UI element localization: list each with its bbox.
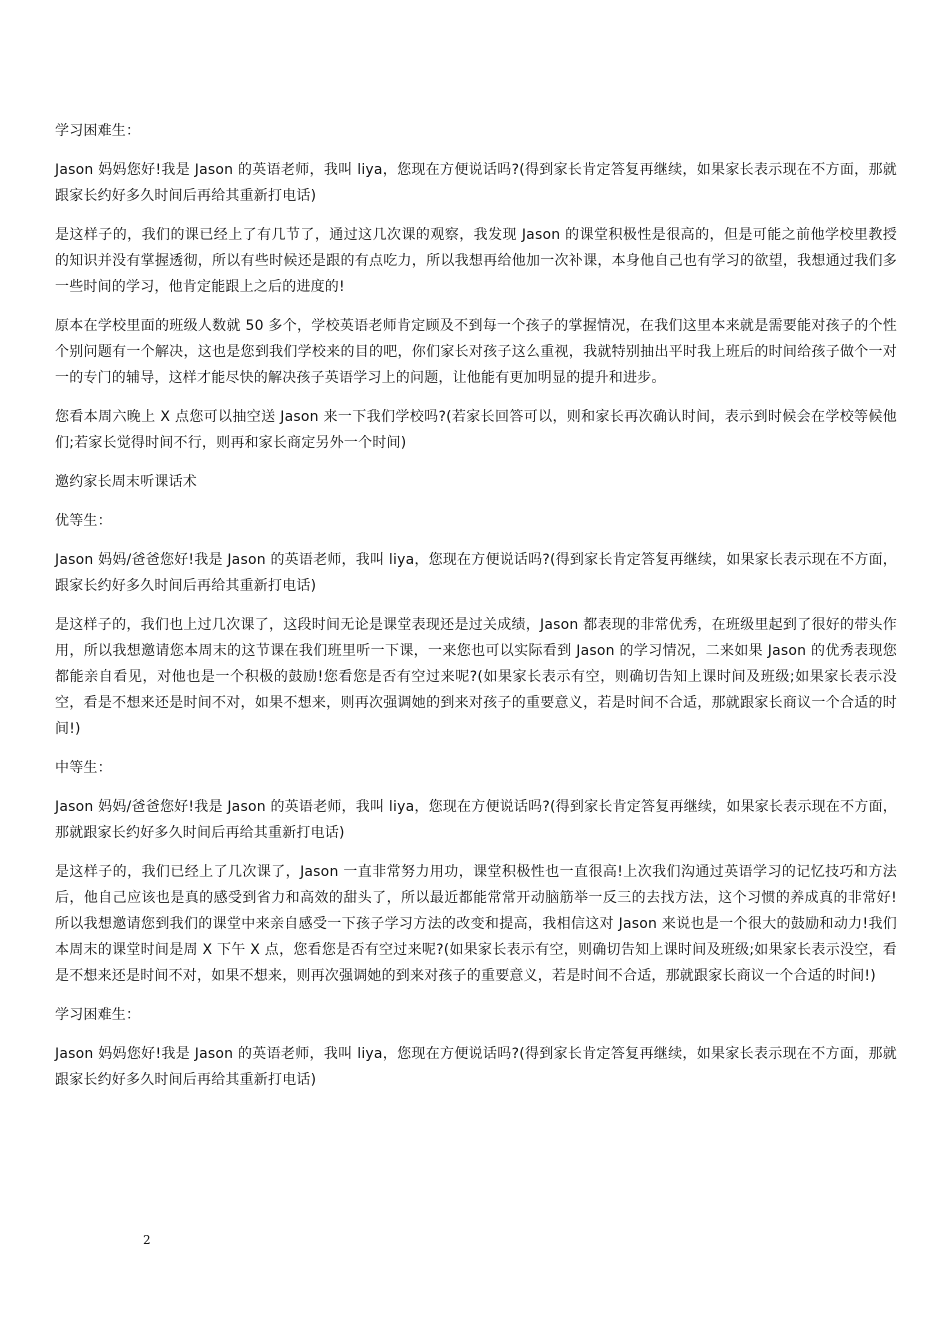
script-paragraph-observation: 是这样子的，我们的课已经上了有几节了，通过这几次课的观察，我发现 Jason 的课堂积极性是很高的，但是可能之前他学校里教授的知识并没有掌握透彻，所以有些时候还是跟的有点吃力，所以我想再给他加一次补课，本身他自己也有学习的欲望，我想通过我们多一些时间的学习，他肯定能跟上之后的进度的! [55, 227, 897, 295]
script-paragraph-top-greeting: Jason 妈妈/爸爸您好!我是 Jason 的英语老师，我叫 liya，您现在方便说话吗?(得到家长肯定答复再继续，如果家长表示现在不方面，跟家长约好多久时间后再给其重新打电话) [55, 552, 897, 594]
script-paragraph-struggling-greeting: Jason 妈妈您好!我是 Jason 的英语老师，我叫 liya，您现在方便说话吗?(得到家长肯定答复再继续，如果家长表示现在不方面，那就跟家长约好多久时间后再给其重新打电话) [55, 1046, 897, 1088]
section-title-weekend-invitation: 邀约家长周末听课话术 [55, 474, 197, 490]
script-paragraph-appointment: 您看本周六晚上 X 点您可以抽空送 Jason 来一下我们学校吗?(若家长回答可以，则和家长再次确认时间，表示到时候会在学校等候他们;若家长觉得时间不行，则再和家长商定另外一个时间) [55, 409, 897, 451]
script-paragraph-greeting: Jason 妈妈您好!我是 Jason 的英语老师，我叫 liya，您现在方便说话吗?(得到家长肯定答复再继续，如果家长表示现在不方面，那就跟家长约好多久时间后再给其重新打电话) [55, 162, 897, 204]
section-heading-top-student: 优等生： [55, 513, 112, 529]
script-paragraph-average-invitation: 是这样子的，我们已经上了几次课了，Jason 一直非常努力用功，课堂积极性也一直很高!上次我们沟通过英语学习的记忆技巧和方法后，他自己应该也是真的感受到省力和高效的甜头了，所以最近都能常常开动脑筋举一反三的去找方法，这个习惯的养成真的非常好!所以我想邀请您到我们的课堂中来亲自感受一下孩子学习方法的改变和提高，我相信这对 Jason 来说也是一个很大的鼓励和动力!我们本周末的课堂时间是周 X 下午 X 点，您看您是否有空过来呢?(如果家长表示有空，则确切告知上课时间及班级;如果家长表示没空，看是不想来还是时间不对，如果不想来，则再次强调她的到来对孩子的重要意义，若是时间不合适，那就跟家长商议一个合适的时间!) [55, 864, 897, 984]
script-paragraph-average-greeting: Jason 妈妈/爸爸您好!我是 Jason 的英语老师，我叫 liya，您现在方便说话吗?(得到家长肯定答复再继续，如果家长表示现在不方面，那就跟家长约好多久时间后再给其重新打电话) [55, 799, 897, 841]
script-paragraph-top-invitation: 是这样子的，我们也上过几次课了，这段时间无论是课堂表现还是过关成绩，Jason 都表现的非常优秀，在班级里起到了很好的带头作用，所以我想邀请您本周末的这节课在我们班里听一下课，一来您也可以实际看到 Jason 的学习情况，二来如果 Jason 的优秀表现您都能亲自看见，对他也是一个积极的鼓励!您看您是否有空过来呢?(如果家长表示有空，则确切告知上课时间及班级;如果家长表示没空，看是不想来还是时间不对，如果不想来，则再次强调她的到来对孩子的重要意义，若是时间不合适，那就跟家长商议一个合适的时间!) [55, 617, 897, 737]
section-heading-struggling-student: 学习困难生： [55, 123, 141, 139]
section-heading-struggling-student-2: 学习困难生： [55, 1007, 141, 1023]
page-number: 2 [143, 1233, 151, 1247]
document-body [55, 118, 897, 1106]
script-paragraph-one-on-one: 原本在学校里面的班级人数就 50 多个，学校英语老师肯定顾及不到每一个孩子的掌握情况，在我们这里本来就是需要能对孩子的个性个别问题有一个解决，这也是您到我们学校来的目的吧，你们家长对孩子这么重视，我就特别抽出平时我上班后的时间给孩子做个一对一的专门的辅导，这样才能尽快的解决孩子英语学习上的问题，让他能有更加明显的提升和进步。 [55, 318, 897, 386]
section-heading-average-student: 中等生： [55, 760, 112, 776]
